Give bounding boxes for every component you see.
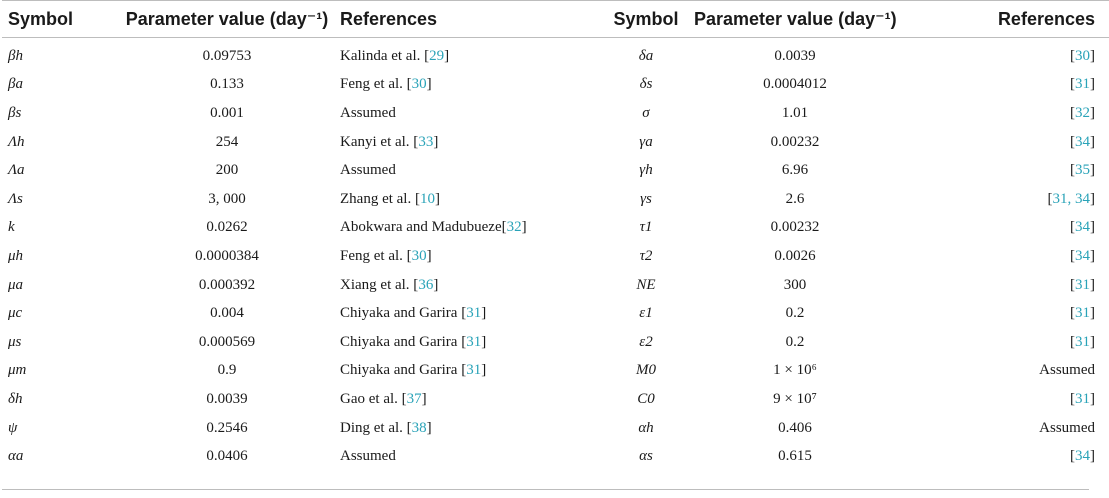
reference-bracket-close: ] bbox=[1090, 190, 1095, 207]
reference-cell bbox=[896, 156, 1109, 185]
reference-text: [ bbox=[1070, 448, 1075, 465]
reference-text: Assumed bbox=[1039, 419, 1095, 436]
reference-bracket-close: ] bbox=[433, 133, 439, 150]
value-cell: 2.6 bbox=[785, 190, 805, 207]
value-cell: 0.9 bbox=[217, 362, 237, 379]
reference-cell bbox=[340, 99, 598, 128]
table-row bbox=[2, 328, 1109, 357]
citation-link[interactable]: 30 bbox=[411, 76, 427, 93]
table-row bbox=[2, 242, 1109, 271]
reference-text: Kalinda et al. [ bbox=[340, 47, 430, 64]
citation-link[interactable]: 34 bbox=[1075, 448, 1090, 465]
reference-cell bbox=[340, 185, 598, 214]
value-cell: 0.406 bbox=[778, 419, 812, 436]
value-cell: 300 bbox=[783, 276, 807, 293]
reference-cell bbox=[340, 214, 598, 243]
reference-bracket-close: ] bbox=[426, 76, 432, 93]
reference-bracket-close: ] bbox=[1090, 47, 1095, 64]
citation-link[interactable]: 30 bbox=[411, 247, 427, 264]
reference-bracket-close: ] bbox=[481, 333, 487, 350]
reference-bracket-close: ] bbox=[1090, 133, 1095, 150]
value-cell: 0.00232 bbox=[770, 219, 820, 236]
citation-link[interactable]: 34 bbox=[1075, 133, 1090, 150]
value-cell: 1.01 bbox=[781, 104, 809, 121]
symbol-cell: τ2 bbox=[639, 247, 653, 264]
citation-link[interactable]: 33 bbox=[418, 133, 434, 150]
header-symbol-1: Symbol bbox=[2, 1, 114, 38]
value-cell: 0.0000384 bbox=[195, 247, 259, 264]
header-references-2: References bbox=[896, 1, 1109, 38]
reference-bracket-close: ] bbox=[434, 190, 440, 207]
symbol-cell: αs bbox=[639, 448, 653, 465]
reference-text: [ bbox=[1070, 219, 1075, 236]
citation-link[interactable]: 31 bbox=[1075, 390, 1090, 407]
symbol-cell: Λa bbox=[8, 162, 25, 179]
reference-text: Assumed bbox=[340, 448, 396, 465]
reference-cell bbox=[340, 299, 598, 328]
table-body bbox=[2, 38, 1109, 471]
symbol-cell: βa bbox=[8, 76, 23, 93]
reference-bracket-close: ] bbox=[421, 390, 427, 407]
reference-cell bbox=[340, 442, 598, 471]
citation-link[interactable]: 10 bbox=[419, 190, 435, 207]
symbol-cell: k bbox=[8, 219, 15, 236]
citation-link[interactable]: 38 bbox=[411, 419, 427, 436]
parameter-table bbox=[2, 0, 1109, 471]
symbol-cell: ψ bbox=[8, 419, 18, 436]
reference-text: Zhang et al. [ bbox=[340, 190, 420, 207]
reference-cell bbox=[896, 214, 1109, 243]
citation-link[interactable]: 31, 34 bbox=[1052, 190, 1090, 207]
reference-text: Chiyaka and Garira [ bbox=[340, 305, 467, 322]
reference-cell bbox=[896, 38, 1109, 71]
reference-cell bbox=[896, 414, 1109, 443]
value-cell: 0.09753 bbox=[202, 47, 252, 64]
value-cell: 0.004 bbox=[210, 305, 244, 322]
symbol-cell: βh bbox=[8, 47, 23, 64]
reference-cell bbox=[340, 271, 598, 300]
table-row bbox=[2, 214, 1109, 243]
value-cell: 0.0004012 bbox=[763, 76, 827, 93]
reference-bracket-close: ] bbox=[1090, 276, 1095, 293]
citation-link[interactable]: 36 bbox=[418, 276, 434, 293]
value-cell: 0.615 bbox=[778, 448, 812, 465]
symbol-cell: αa bbox=[8, 448, 24, 465]
value-cell: 0.0039 bbox=[774, 47, 816, 64]
symbol-cell: γa bbox=[639, 133, 653, 150]
citation-link[interactable]: 29 bbox=[429, 47, 445, 64]
header-value-2: Parameter value (day⁻¹) bbox=[694, 1, 896, 38]
reference-cell bbox=[340, 242, 598, 271]
reference-text: [ bbox=[1070, 162, 1075, 179]
reference-text: [ bbox=[1070, 76, 1075, 93]
value-cell: 0.0026 bbox=[774, 247, 816, 264]
symbol-cell: τ1 bbox=[639, 219, 653, 236]
reference-text: [ bbox=[1070, 333, 1075, 350]
symbol-cell: μc bbox=[8, 305, 23, 322]
citation-link[interactable]: 32 bbox=[1075, 104, 1090, 121]
value-cell: 0.000392 bbox=[198, 276, 256, 293]
citation-link[interactable]: 35 bbox=[1075, 162, 1090, 179]
table-row bbox=[2, 271, 1109, 300]
table-row bbox=[2, 385, 1109, 414]
reference-cell bbox=[896, 385, 1109, 414]
reference-text: [ bbox=[1070, 104, 1075, 121]
citation-link[interactable]: 31 bbox=[1075, 76, 1090, 93]
value-cell: 0.000569 bbox=[198, 333, 256, 350]
reference-cell bbox=[896, 128, 1109, 157]
reference-text: [ bbox=[1070, 390, 1075, 407]
symbol-cell: δs bbox=[639, 76, 653, 93]
reference-cell bbox=[340, 128, 598, 157]
symbol-cell: ε2 bbox=[639, 333, 653, 350]
reference-text: Abokwara and Madubueze[ bbox=[340, 219, 507, 236]
value-cell: 6.96 bbox=[781, 162, 809, 179]
citation-link[interactable]: 37 bbox=[406, 390, 422, 407]
symbol-cell: Λh bbox=[8, 133, 25, 150]
reference-cell bbox=[896, 328, 1109, 357]
reference-cell bbox=[896, 242, 1109, 271]
citation-link[interactable]: 34 bbox=[1075, 247, 1090, 264]
citation-link[interactable]: 31 bbox=[1075, 276, 1090, 293]
table-row bbox=[2, 414, 1109, 443]
symbol-cell: M0 bbox=[636, 362, 656, 379]
table-header-row bbox=[2, 1, 1109, 38]
reference-cell bbox=[896, 185, 1109, 214]
reference-bracket-close: ] bbox=[1090, 104, 1095, 121]
value-cell: 0.0406 bbox=[206, 448, 248, 465]
symbol-cell: ε1 bbox=[639, 305, 653, 322]
reference-cell bbox=[340, 357, 598, 386]
value-cell: 0.001 bbox=[210, 104, 244, 121]
reference-bracket-close: ] bbox=[433, 276, 439, 293]
reference-text: Assumed bbox=[340, 104, 396, 121]
reference-text: [ bbox=[1047, 190, 1053, 207]
table-bottom-rule bbox=[2, 489, 1089, 490]
header-references-1: References bbox=[340, 1, 598, 38]
symbol-cell: γs bbox=[640, 190, 652, 207]
reference-cell bbox=[340, 328, 598, 357]
reference-text: Kanyi et al. [ bbox=[340, 133, 419, 150]
citation-link[interactable]: 34 bbox=[1075, 219, 1090, 236]
symbol-cell: αh bbox=[638, 419, 654, 436]
symbol-cell: μh bbox=[8, 247, 24, 264]
value-cell: 9 × 10⁷ bbox=[773, 390, 817, 407]
value-cell: 1 × 10⁶ bbox=[773, 362, 817, 379]
reference-cell bbox=[340, 71, 598, 100]
symbol-cell: δa bbox=[638, 47, 654, 64]
value-cell: 0.2546 bbox=[206, 419, 248, 436]
reference-bracket-close: ] bbox=[521, 219, 527, 236]
reference-text: Feng et al. [ bbox=[340, 76, 412, 93]
reference-text: [ bbox=[1070, 47, 1075, 64]
reference-bracket-close: ] bbox=[1090, 247, 1095, 264]
reference-text: Gao et al. [ bbox=[340, 390, 407, 407]
citation-link[interactable]: 30 bbox=[1075, 47, 1090, 64]
symbol-cell: C0 bbox=[637, 390, 655, 407]
table-row bbox=[2, 38, 1109, 71]
symbol-cell: βs bbox=[8, 104, 22, 121]
table-row bbox=[2, 185, 1109, 214]
value-cell: 0.0262 bbox=[206, 219, 248, 236]
table-row bbox=[2, 128, 1109, 157]
reference-cell bbox=[896, 99, 1109, 128]
reference-cell bbox=[896, 442, 1109, 471]
symbol-cell: Λs bbox=[8, 190, 23, 207]
table-row bbox=[2, 156, 1109, 185]
reference-cell bbox=[896, 357, 1109, 386]
value-cell: 0.2 bbox=[785, 333, 805, 350]
reference-text: [ bbox=[1070, 276, 1075, 293]
table-row bbox=[2, 71, 1109, 100]
reference-bracket-close: ] bbox=[444, 47, 450, 64]
reference-text: Assumed bbox=[1039, 362, 1095, 379]
table-row bbox=[2, 99, 1109, 128]
symbol-cell: σ bbox=[642, 104, 650, 121]
symbol-cell: δh bbox=[8, 390, 23, 407]
reference-bracket-close: ] bbox=[481, 305, 487, 322]
reference-text: Ding et al. [ bbox=[340, 419, 412, 436]
reference-bracket-close: ] bbox=[1090, 390, 1095, 407]
citation-link[interactable]: 31 bbox=[466, 362, 482, 379]
reference-bracket-close: ] bbox=[1090, 333, 1095, 350]
table-row bbox=[2, 357, 1109, 386]
table-row bbox=[2, 299, 1109, 328]
citation-link[interactable]: 31 bbox=[1075, 305, 1090, 322]
symbol-cell: μa bbox=[8, 276, 24, 293]
reference-bracket-close: ] bbox=[1090, 162, 1095, 179]
citation-link[interactable]: 31 bbox=[1075, 333, 1090, 350]
reference-cell bbox=[896, 71, 1109, 100]
symbol-cell: NE bbox=[636, 276, 656, 293]
reference-text: [ bbox=[1070, 247, 1075, 264]
reference-bracket-close: ] bbox=[1090, 305, 1095, 322]
header-value-1: Parameter value (day⁻¹) bbox=[114, 1, 340, 38]
reference-cell bbox=[340, 414, 598, 443]
header-symbol-2: Symbol bbox=[598, 1, 694, 38]
value-cell: 0.133 bbox=[210, 76, 244, 93]
reference-bracket-close: ] bbox=[426, 247, 432, 264]
value-cell: 200 bbox=[215, 162, 239, 179]
reference-cell bbox=[896, 271, 1109, 300]
reference-text: Xiang et al. [ bbox=[340, 276, 419, 293]
citation-link[interactable]: 31 bbox=[466, 333, 482, 350]
reference-text: Chiyaka and Garira [ bbox=[340, 362, 467, 379]
symbol-cell: μm bbox=[8, 362, 27, 379]
symbol-cell: γh bbox=[639, 162, 653, 179]
reference-cell bbox=[340, 156, 598, 185]
reference-text: Feng et al. [ bbox=[340, 247, 412, 264]
reference-text: [ bbox=[1070, 305, 1075, 322]
reference-cell bbox=[340, 385, 598, 414]
reference-text: [ bbox=[1070, 133, 1075, 150]
reference-bracket-close: ] bbox=[426, 419, 432, 436]
reference-cell bbox=[340, 38, 598, 71]
value-cell: 0.00232 bbox=[770, 133, 820, 150]
table-row bbox=[2, 442, 1109, 471]
value-cell: 3, 000 bbox=[208, 190, 246, 207]
reference-bracket-close: ] bbox=[481, 362, 487, 379]
citation-link[interactable]: 31 bbox=[466, 305, 482, 322]
reference-bracket-close: ] bbox=[1090, 76, 1095, 93]
reference-text: Assumed bbox=[340, 162, 396, 179]
reference-bracket-close: ] bbox=[1090, 448, 1095, 465]
value-cell: 254 bbox=[215, 133, 239, 150]
citation-link[interactable]: 32 bbox=[506, 219, 522, 236]
symbol-cell: μs bbox=[8, 333, 22, 350]
value-cell: 0.2 bbox=[785, 305, 805, 322]
reference-cell bbox=[896, 299, 1109, 328]
value-cell: 0.0039 bbox=[206, 390, 248, 407]
reference-text: Chiyaka and Garira [ bbox=[340, 333, 467, 350]
reference-bracket-close: ] bbox=[1090, 219, 1095, 236]
